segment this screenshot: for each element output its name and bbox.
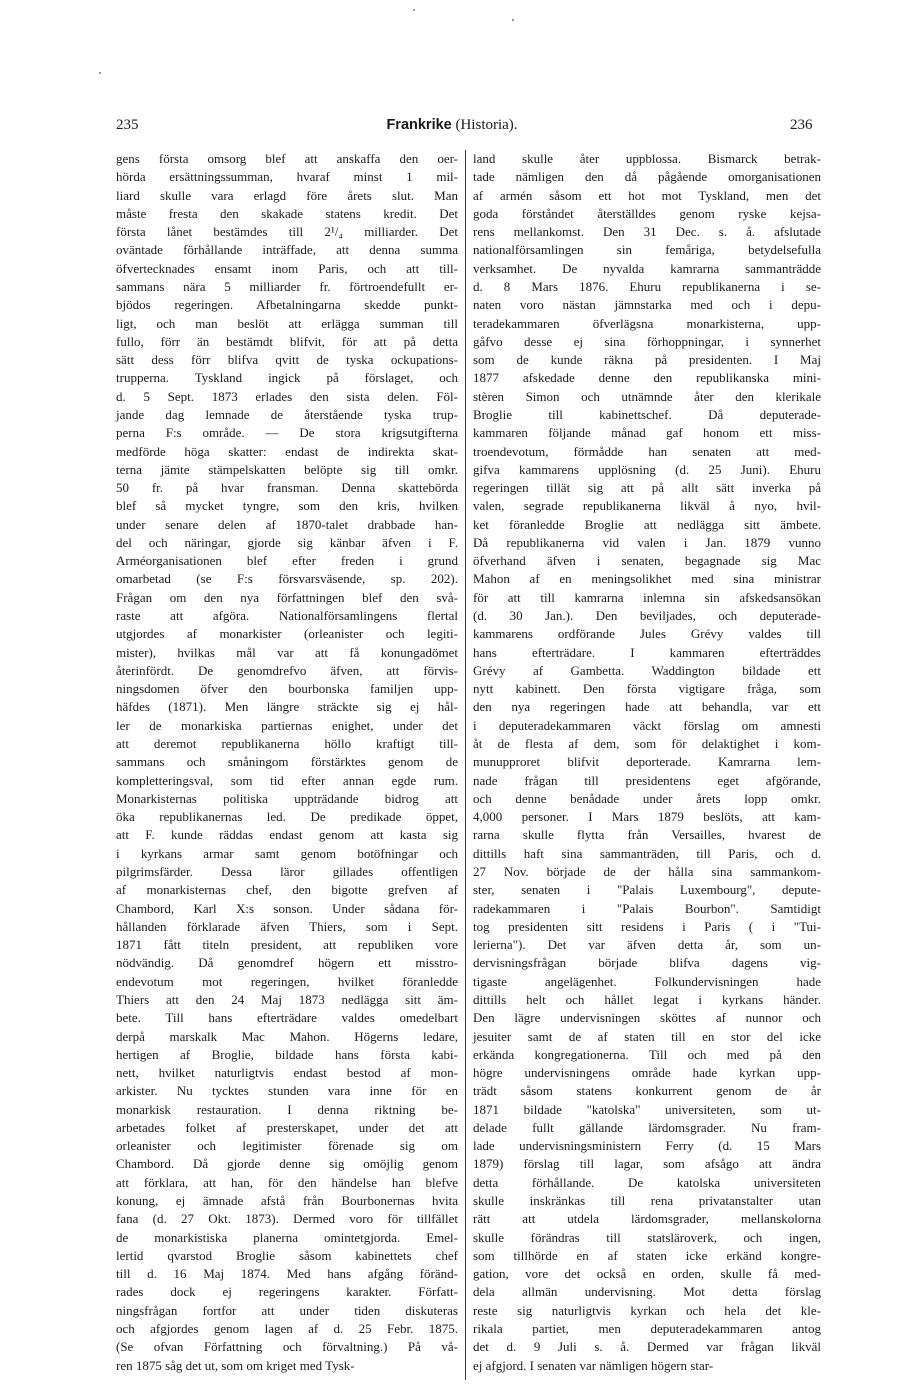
text-line: och denne benådade under årets lopp omkr. (473, 790, 821, 806)
text-line: ket föranledde Broglie att nedlägga sitt ämbete. (473, 516, 821, 532)
text-line: första lånet bestämdes till 2¹/₄ milliarder. Det (116, 224, 458, 240)
text-line: (Se ofvan Författning och förvaltning.) På vå- (116, 1339, 458, 1355)
running-title-subject: (Historia). (451, 117, 518, 133)
text-line: orleanister och legitimister förenade sig om (116, 1138, 458, 1154)
text-line: nödvändig. Då genomdref högern ett misstro- (116, 955, 458, 971)
text-line: i kyrkans armar samt genom botöfningar och (116, 845, 458, 861)
text-line: måste fresta den skakade statens kredit. Det (116, 205, 458, 221)
text-line: fullo, förr än bestämdt blifvit, för att på detta (116, 333, 458, 349)
text-line: nationalförsamlingen sin femåriga, betydelsefulla (473, 242, 821, 258)
text-line: ler de monarkiska partiernas enighet, under det (116, 717, 458, 733)
text-line: kammarens ordförande Jules Grévy valdes till (473, 626, 821, 642)
page-header (0, 117, 904, 139)
text-line: radekammaren i "Palais Bourbon". Samtidigt (473, 900, 821, 916)
text-line: sammans nära 5 milliarder fr. förtroendefullt er- (116, 278, 458, 294)
text-line: 1879) förslag till lagar, som afsågo att ändra (473, 1156, 821, 1172)
text-line: rikala partiet, men deputeradekammaren antog (473, 1321, 821, 1336)
text-line: högre undervisningens område hade kyrkan upp- (473, 1065, 821, 1081)
text-line: d. 8 Mars 1876. Ehuru republikanerna i se- (473, 278, 821, 294)
text-line: raste att afgöra. Nationalförsamlingens flertal (116, 608, 458, 624)
text-line: monarkisk restauration. I denna riktning be- (116, 1101, 458, 1117)
text-line: öfvertecknades ensamt inom Paris, och att till- (116, 260, 458, 276)
text-line: af monarkisternas chef, den bigotte grefven af (116, 882, 458, 898)
text-line: öka republikanernas led. De predikade öppet, (116, 809, 458, 825)
text-line: gåfvo desse ej sina förhoppningar, i synnerhet (473, 333, 821, 349)
text-line: valen, segrade republikanerna likväl å nyo, hvil- (473, 498, 821, 514)
text-line: blef så mycket tyngre, som den kris, hvilken (116, 498, 458, 514)
text-line: jande dag lemnade de återstående tyska trup- (116, 406, 458, 422)
text-line: omarbetad (se F:s försvarsväsende, sp. 202). (116, 571, 458, 587)
text-line: återinfördt. De genomdrefvo äfven, att förvis- (116, 662, 458, 678)
text-line: gation, vore det också en orden, skulle få med- (473, 1266, 821, 1282)
text-line: 4,000 personer. I Mars 1879 beslöts, att kam- (473, 809, 821, 825)
text-line: delade fullt gällande lärdomsgrader. Nu fram- (473, 1119, 821, 1135)
text-line: fana (d. 27 Okt. 1873). Dermed voro för tillfället (116, 1211, 458, 1227)
text-line: arkister. Nu tycktes stunden vara inne för en (116, 1083, 458, 1099)
text-line: Mahon af en meningsolikhet med sina ministrar (473, 571, 821, 587)
text-line: lerierna"). Det var äfven detta år, som un- (473, 937, 821, 953)
text-line: perna F:s område. — De stora krigsutgifterna (116, 425, 458, 441)
text-line: som de kunde räkna på presidenten. I Maj (473, 352, 821, 368)
text-line: rätt att utdela lärdomsgrader, mellanskolorna (473, 1211, 821, 1227)
text-line: oväntade förhållande inträffade, att denna summa (116, 242, 458, 258)
text-line: det d. 9 Juli s. å. Dermed var frågan likväl (473, 1339, 821, 1355)
text-line: Frågan om den nya författningen blef den svå- (116, 589, 458, 605)
text-line: att deremot republikanerna höllo kraftigt till- (116, 736, 458, 751)
text-line: derpå marskalk Mac Mahon. Högerns ledare, (116, 1028, 458, 1044)
text-line: dittills haft sina sammanträden, till Paris, och d. (473, 845, 821, 861)
running-title-keyword: Frankrike (386, 117, 452, 133)
text-line: rens mellankomst. Den 31 Dec. s. å. afslutade (473, 224, 821, 240)
text-line: under senare delen af 1870-talet drabbade han- (116, 516, 458, 532)
text-line: skulle förändras till statsläroverk, och ingen, (473, 1229, 821, 1245)
text-line: för att till kamrarna inlemna sin afskedsansökan (473, 589, 821, 605)
text-line: 1877 afskedade denne den republikanska mini- (473, 370, 821, 386)
text-line: ren 1875 såg det ut, som om kriget med Tysk- (116, 1357, 355, 1373)
text-line: nytt kabinett. Den första vigtigare fråga, som (473, 681, 821, 697)
page-number-right: 236 (790, 117, 813, 133)
text-line: ej afgjord. I senaten var nämligen högern star- (473, 1357, 714, 1373)
text-line: lade undervisningsministern Ferry (d. 15 Mars (473, 1138, 821, 1154)
text-line: Broglie till kabinettschef. Då deputerade- (473, 406, 821, 422)
text-line: 50 fr. på hvar fransman. Denna skattebörda (116, 480, 458, 496)
text-line: goda förståndet återställdes genom ryske kejsa- (473, 205, 821, 221)
text-line: tog presidenten sitt residens i Paris ( i "Tui- (473, 918, 821, 934)
text-line: rarna skulle flytta från Versailles, hvarest de (473, 827, 821, 843)
text-line: trupperna. Tyskland ingick på förslaget, och (116, 370, 458, 386)
text-line: teradekammaren öfverlägsna monarkisterna, upp- (473, 315, 821, 331)
text-line: trädt såsom statens konkurrent genom de år (473, 1083, 821, 1099)
text-line: att förklara, att han, för den händelse han blefve (116, 1174, 458, 1190)
right-text-column (473, 150, 821, 1375)
text-line: arbetades folket af presterskapet, under det att (116, 1119, 458, 1135)
text-line: naten voro nästan jämnstarka med och i depu- (473, 297, 821, 313)
text-line: mister), hvilkas mål var att få konungadömet (116, 644, 458, 660)
text-line: dittills helt och hållet legat i kyrkans händer. (473, 991, 821, 1007)
text-line: gifva kammarens upplösning (d. 25 Juni). Ehuru (473, 461, 821, 477)
text-line: Thiers att den 24 Maj 1873 nedlägga sitt äm- (116, 991, 458, 1007)
text-line: Den lägre undervisningen sköttes af nunnor och (473, 1010, 821, 1026)
text-line: konung, ej ämnade afstå från Bourbonernas hvita (116, 1193, 458, 1209)
text-line: dela allmän undervisning. Mot detta förslag (473, 1284, 821, 1300)
text-line: skulle inskränkas till rena privatanstalter utan (473, 1193, 821, 1209)
text-line: och afgjordes genom lagen af d. 25 Febr. 1875. (116, 1321, 458, 1336)
text-line: hållanden förklarade äfven Thiers, som i Sept. (116, 918, 458, 934)
text-line: jesuiter samt de af staten till en stor del icke (473, 1028, 821, 1044)
text-line: dervisningsfrågan började blifva dagens vig- (473, 955, 821, 971)
text-line: att F. kunde räddas endast genom att kasta sig (116, 827, 458, 843)
text-line: åt de flesta af dem, som för delaktighet i kom- (473, 736, 821, 751)
text-line: terna jämte stämpelskatten belöpte sig till omkr. (116, 461, 458, 477)
text-line: bete. Till hans efterträdare valdes omedelbart (116, 1010, 458, 1026)
running-title (0, 117, 904, 134)
text-line: hertigen af Broglie, bildade hans första kabi- (116, 1046, 458, 1062)
text-line: Grévy af Gambetta. Waddington bildade ett (473, 662, 821, 678)
text-line: som tillhörde en af staten icke erkänd kongre- (473, 1247, 821, 1263)
text-line: 1871 fått titeln president, att republiken vore (116, 937, 458, 953)
text-line: Chambord. Då gjorde denne sig omöjlig genom (116, 1156, 458, 1172)
page-number-left: 235 (116, 117, 139, 133)
text-line: i deputeradekammaren väckt förslag om amnesti (473, 717, 821, 733)
text-line: tade nämligen den då pågående omorganisationen (473, 169, 821, 185)
text-line: lertid qvarstod Broglie såsom kabinettets chef (116, 1247, 458, 1263)
text-line: 27 Nov. började de der hålla sina sammankom- (473, 863, 821, 879)
text-line: bjödos regeringen. Afbetalningarna skedde punkt- (116, 297, 458, 313)
text-line: troendevotum, förmådde han senaten att med- (473, 443, 821, 459)
text-line: kammaren följande månad gaf honom ett miss- (473, 425, 821, 441)
text-line: pilgrimsfärder. Dessa läror gillades offentligen (116, 863, 458, 879)
text-line: häfdes (1871). Men längre sträckte sig ej hål- (116, 699, 458, 715)
text-line: sätt dess förr blifva qvitt de tyska ockupations- (116, 352, 458, 368)
text-line: af armén såsom ett hot mot Tyskland, men det (473, 187, 821, 203)
text-line: tigaste angelägenhet. Folkundervisningen hade (473, 973, 821, 989)
text-line: ningsdomen öfver den bourbonska familjen upp- (116, 681, 458, 697)
left-text-column (116, 150, 458, 1375)
text-line: ligt, och man beslöt att erlägga summan till (116, 315, 458, 331)
text-line: utgjordes af monarkister (orleanister och legiti- (116, 626, 458, 642)
text-line: gens första omsorg blef att anskaffa den oer- (116, 151, 458, 166)
text-line: reste sig naturligtvis kyrkan och hela det kle- (473, 1302, 821, 1318)
text-line: till d. 16 Maj 1874. Med hans afgång föränd- (116, 1266, 458, 1282)
column-divider (465, 150, 466, 1380)
text-line: 1871 bildade "katolska" universiteten, som ut- (473, 1101, 821, 1117)
text-line: Då republikanerna vid valen i Jan. 1879 vunno (473, 534, 821, 550)
text-line: del och näringar, gjorde sig känbar äfven i F. (116, 534, 458, 550)
text-line: nett, hvilket naturligtvis endast bestod af mon- (116, 1065, 458, 1081)
text-line: liard skulle vara erlagd före årets slut. Man (116, 187, 458, 203)
text-line: verksamhet. De nyvalda kamrarna sammanträdde (473, 260, 821, 276)
text-line: Monarkisternas politiska uppträdande bidrog att (116, 790, 458, 806)
text-line: rades dock ej regeringens karakter. Författ- (116, 1284, 458, 1300)
text-line: (d. 30 Jan.). Den beviljades, och deputerade- (473, 608, 821, 624)
text-line: d. 5 Sept. 1873 erlades den sista delen. Föl- (116, 388, 458, 404)
text-line: Chambord, Karl X:s sonson. Under sådana för- (116, 900, 458, 916)
text-line: erkända kongregationerna. Till och med på den (473, 1046, 821, 1062)
text-line: regeringen tillät sig att på allt sätt inverka på (473, 480, 821, 496)
text-line: de monarkistiska planerna omintetgjorda. Emel- (116, 1229, 458, 1245)
text-line: endevotum mot regeringen, hvilket föranledde (116, 973, 458, 989)
text-line: stèren Simon och utnämnde åter den klerikale (473, 388, 821, 404)
text-line: den nya regeringen hade att behandla, var ett (473, 699, 821, 715)
text-line: Arméorganisationen blef efter freden i grund (116, 553, 458, 569)
paper-speck (413, 9, 415, 11)
text-line: nade frågan till presidentens eget afgörande, (473, 772, 821, 788)
text-line: land skulle åter uppblossa. Bismarck betrak- (473, 151, 821, 166)
text-line: sammans och småningom förstärktes genom de (116, 754, 458, 770)
text-line: ningsfrågan fortfor att under tiden diskuteras (116, 1302, 458, 1318)
text-line: hörda ersättningssumman, hvaraf minst 1 mil- (116, 169, 458, 185)
text-line: kompletteringsval, som tid efter annan egde rum. (116, 772, 458, 788)
text-line: munupproret blifvit deporterade. Kamrarna lem- (473, 754, 821, 770)
text-line: öfverhand äfven i senaten, begagnade sig Mac (473, 553, 821, 569)
paper-speck (512, 19, 514, 21)
text-line: ster, senaten i "Palais Luxembourg", depute- (473, 882, 821, 898)
text-line: medförde höga skatter: endast de indirekta skat- (116, 443, 458, 459)
text-line: hans efterträdare. I kammaren efterträddes (473, 644, 821, 660)
paper-speck (99, 72, 101, 74)
text-line: detta förhållande. De katolska universiteten (473, 1174, 821, 1190)
